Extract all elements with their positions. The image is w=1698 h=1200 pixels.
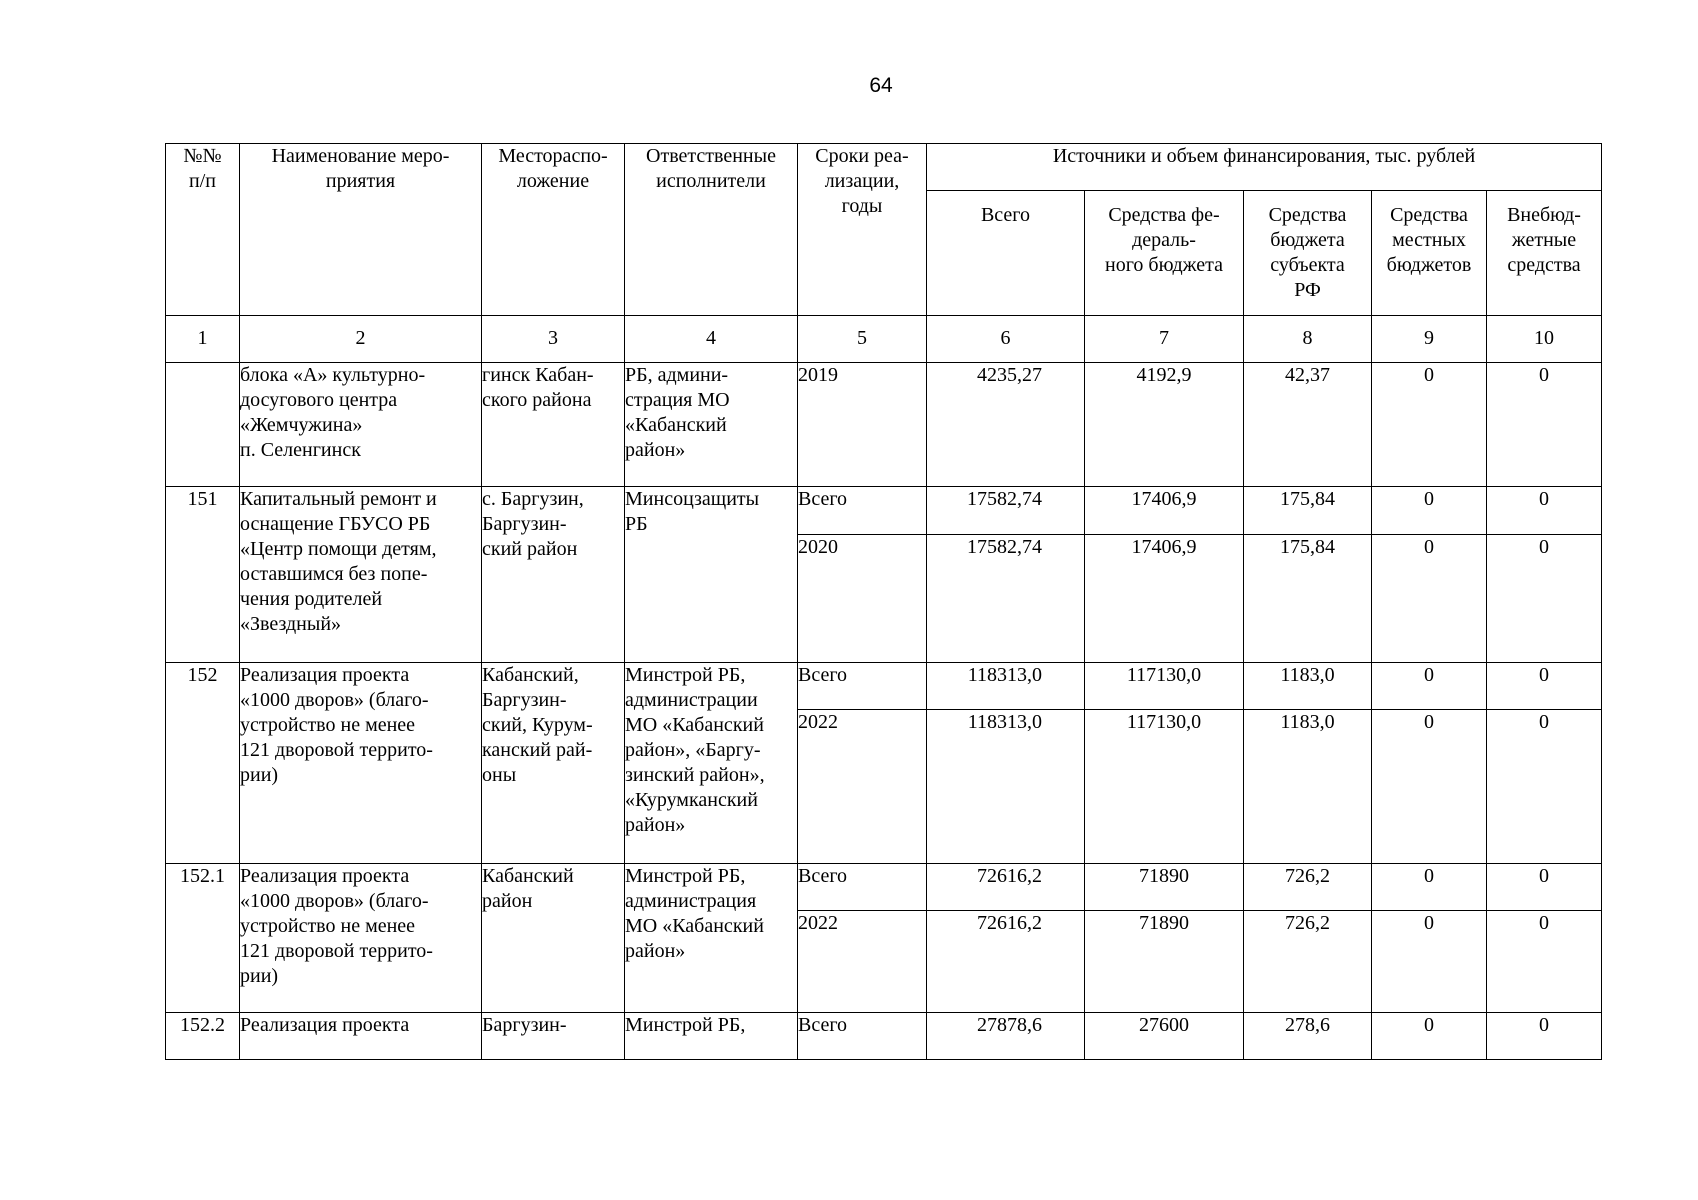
row-name: блока «А» культурно- досугового центра «Жемчужина» п. Селенгинск (240, 363, 482, 487)
row-local: 0 (1372, 864, 1487, 911)
row-period: Всего (798, 663, 927, 710)
column-number: 10 (1487, 316, 1602, 363)
row-period: Всего (798, 1013, 927, 1060)
row-total: 118313,0 (927, 663, 1085, 710)
row-executors: Минсоцзащиты РБ (625, 487, 798, 663)
row-number: 152.2 (166, 1013, 240, 1060)
column-number: 6 (927, 316, 1085, 363)
header-executors: Ответственные исполнители (625, 144, 798, 316)
row-local: 0 (1372, 487, 1487, 535)
row-executors: РБ, админи- страция МО «Кабанский район» (625, 363, 798, 487)
column-number: 3 (482, 316, 625, 363)
row-total: 4235,27 (927, 363, 1085, 487)
row-regional: 278,6 (1244, 1013, 1372, 1060)
row-federal: 71890 (1085, 911, 1244, 1013)
header-location: Местораспо- ложение (482, 144, 625, 316)
row-local: 0 (1372, 710, 1487, 864)
row-local: 0 (1372, 363, 1487, 487)
table-row (166, 663, 1602, 710)
header-local: Средства местных бюджетов (1372, 191, 1487, 316)
column-numbers-row (166, 316, 1602, 363)
column-number: 4 (625, 316, 798, 363)
row-local: 0 (1372, 663, 1487, 710)
table-row (166, 864, 1602, 911)
funding-table (165, 143, 1602, 1060)
row-regional: 42,37 (1244, 363, 1372, 487)
column-number: 1 (166, 316, 240, 363)
row-extrabudget: 0 (1487, 363, 1602, 487)
row-federal: 17406,9 (1085, 535, 1244, 663)
column-number: 9 (1372, 316, 1487, 363)
header-name: Наименование меро- приятия (240, 144, 482, 316)
row-name: Реализация проекта «1000 дворов» (благо- устройство не менее 121 дворовой террито- рии) (240, 663, 482, 864)
row-regional: 726,2 (1244, 864, 1372, 911)
row-extrabudget: 0 (1487, 663, 1602, 710)
header-total: Всего (927, 191, 1085, 316)
row-extrabudget: 0 (1487, 487, 1602, 535)
row-total: 17582,74 (927, 535, 1085, 663)
row-name: Капитальный ремонт и оснащение ГБУСО РБ «Центр помощи детям, оставшимся без попе- чения родителей «Звездный» (240, 487, 482, 663)
row-name: Реализация проекта (240, 1013, 482, 1060)
row-federal: 17406,9 (1085, 487, 1244, 535)
row-location: Кабанский, Баргузин- ский, Курум- канский рай- оны (482, 663, 625, 864)
row-number: 152 (166, 663, 240, 864)
row-federal: 71890 (1085, 864, 1244, 911)
row-period: 2019 (798, 363, 927, 487)
column-number: 2 (240, 316, 482, 363)
row-name: Реализация проекта «1000 дворов» (благо- устройство не менее 121 дворовой террито- рии) (240, 864, 482, 1013)
row-regional: 175,84 (1244, 487, 1372, 535)
header-period: Сроки реа- лизации, годы (798, 144, 927, 316)
row-period: 2020 (798, 535, 927, 663)
page-number: 64 (869, 74, 893, 97)
row-executors: Минстрой РБ, администрации МО «Кабанский район», «Баргу- зинский район», «Курумканский район» (625, 663, 798, 864)
row-period: Всего (798, 487, 927, 535)
header-extrabudget: Внебюд- жетные средства (1487, 191, 1602, 316)
row-number (166, 363, 240, 487)
column-number: 8 (1244, 316, 1372, 363)
row-federal: 4192,9 (1085, 363, 1244, 487)
row-number: 152.1 (166, 864, 240, 1013)
table-row (166, 363, 1602, 487)
row-total: 72616,2 (927, 864, 1085, 911)
row-location: гинск Кабан- ского района (482, 363, 625, 487)
header-regional: Средства бюджета субъекта РФ (1244, 191, 1372, 316)
row-number: 151 (166, 487, 240, 663)
header-number: №№ п/п (166, 144, 240, 316)
table-row (166, 1013, 1602, 1060)
header-federal: Средства фе- дераль- ного бюджета (1085, 191, 1244, 316)
row-period: Всего (798, 864, 927, 911)
row-location: Баргузин- (482, 1013, 625, 1060)
table-row (166, 487, 1602, 535)
row-executors: Минстрой РБ, администрация МО «Кабанский район» (625, 864, 798, 1013)
row-federal: 27600 (1085, 1013, 1244, 1060)
row-local: 0 (1372, 1013, 1487, 1060)
row-regional: 175,84 (1244, 535, 1372, 663)
header-funding-group: Источники и объем финансирования, тыс. рублей (927, 144, 1602, 191)
row-total: 27878,6 (927, 1013, 1085, 1060)
row-federal: 117130,0 (1085, 663, 1244, 710)
row-regional: 1183,0 (1244, 663, 1372, 710)
column-number: 5 (798, 316, 927, 363)
row-regional: 1183,0 (1244, 710, 1372, 864)
row-federal: 117130,0 (1085, 710, 1244, 864)
row-extrabudget: 0 (1487, 1013, 1602, 1060)
row-total: 17582,74 (927, 487, 1085, 535)
row-period: 2022 (798, 911, 927, 1013)
row-extrabudget: 0 (1487, 911, 1602, 1013)
row-location: с. Баргузин, Баргузин- ский район (482, 487, 625, 663)
row-extrabudget: 0 (1487, 864, 1602, 911)
row-extrabudget: 0 (1487, 710, 1602, 864)
row-local: 0 (1372, 911, 1487, 1013)
row-total: 118313,0 (927, 710, 1085, 864)
row-executors: Минстрой РБ, (625, 1013, 798, 1060)
column-number: 7 (1085, 316, 1244, 363)
row-regional: 726,2 (1244, 911, 1372, 1013)
row-total: 72616,2 (927, 911, 1085, 1013)
row-period: 2022 (798, 710, 927, 864)
row-extrabudget: 0 (1487, 535, 1602, 663)
row-location: Кабанский район (482, 864, 625, 1013)
row-local: 0 (1372, 535, 1487, 663)
